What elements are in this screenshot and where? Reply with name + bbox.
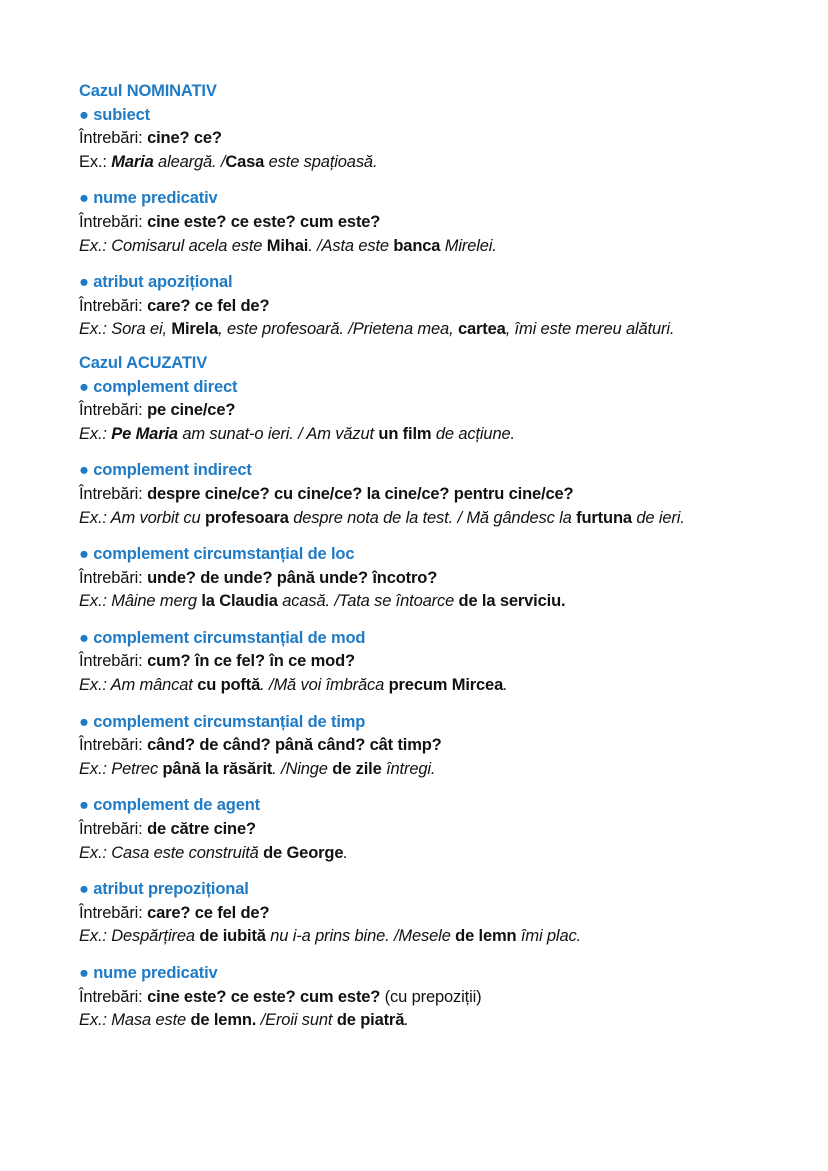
example-segment: am sunat-o ieri. / Am văzut (177, 424, 379, 443)
grammar-item (79, 459, 799, 530)
example-segment: cu poftă (197, 676, 261, 695)
example-segment: Ex.: (79, 424, 112, 443)
item-heading: ● complement circumstanțial de timp (79, 712, 366, 731)
questions-line (79, 211, 799, 235)
questions-value: unde? de unde? până unde? încotro? (147, 568, 438, 587)
item-heading: ● complement circumstanțial de mod (79, 628, 366, 647)
example-segment: de iubită (199, 927, 266, 946)
item-heading: ● complement circumstanțial de loc (79, 545, 355, 564)
questions-label: Întrebări: (79, 903, 143, 922)
questions-label: Întrebări: (79, 820, 143, 839)
case-title: Cazul ACUZATIV (79, 353, 208, 372)
grammar-item (79, 104, 799, 175)
item-heading: ● complement direct (79, 377, 238, 396)
item-heading: ● complement de agent (79, 796, 261, 815)
grammar-item (79, 376, 799, 447)
example-line (79, 590, 799, 614)
questions-value: când? de când? până când? cât timp? (147, 736, 442, 755)
example-segment: Mirelei. (440, 236, 497, 255)
example-segment: furtuna (576, 508, 632, 527)
item-heading: ● atribut apozițional (79, 273, 233, 292)
example-segment: precum Mircea (388, 676, 504, 695)
example-segment: profesoara (204, 508, 289, 527)
case-title: Cazul NOMINATIV (79, 82, 217, 100)
example-line (79, 423, 799, 447)
item-heading: ● nume predicativ (79, 189, 218, 208)
example-segment: de lemn (455, 927, 517, 946)
example-segment: de George (263, 843, 344, 862)
grammar-item (79, 187, 799, 258)
example-segment: cartea (457, 320, 506, 339)
example-segment: un film (378, 424, 432, 443)
questions-line (79, 399, 799, 423)
questions-label: Întrebări: (79, 484, 143, 503)
example-line (79, 507, 799, 531)
example-segment: de lemn. (190, 1011, 257, 1030)
questions-value: de către cine? (147, 820, 256, 839)
questions-label: Întrebări: (79, 401, 143, 420)
questions-label: Întrebări: (79, 987, 143, 1006)
grammar-item (79, 627, 799, 698)
example-line (79, 674, 799, 698)
example-segment: Mirela (171, 320, 219, 339)
questions-value: despre cine/ce? cu cine/ce? la cine/ce? pentru cine/ce? (147, 484, 574, 503)
questions-line (79, 127, 799, 151)
item-heading: ● subiect (79, 105, 150, 124)
example-segment: Ex.: Petrec (79, 759, 163, 778)
example-segment: Ex.: Mâine merg (79, 592, 202, 611)
example-segment: despre nota de la test. / Mă gândesc la (288, 508, 577, 527)
example-line (79, 758, 799, 782)
questions-line (79, 650, 799, 674)
example-segment: Ex.: Am vorbit cu (79, 508, 205, 527)
questions-value: care? ce fel de? (147, 903, 270, 922)
example-segment: acasă. /Tata se întoarce (277, 592, 459, 611)
example-line (79, 235, 799, 259)
example-line (79, 318, 799, 342)
questions-value: cine este? ce este? cum este? (147, 212, 381, 231)
example-segment: la Claudia (201, 592, 278, 611)
example-segment: Ex.: (79, 152, 112, 171)
questions-label: Întrebări: (79, 296, 143, 315)
example-line (79, 151, 799, 175)
example-segment: Ex.: Sora ei, (79, 320, 172, 339)
example-segment: . (404, 1011, 409, 1030)
example-line (79, 925, 799, 949)
example-segment: aleargă. / (153, 152, 226, 171)
example-line (79, 1009, 799, 1033)
item-heading: ● nume predicativ (79, 964, 218, 982)
grammar-item (79, 878, 799, 949)
questions-label: Întrebări: (79, 652, 143, 671)
questions-line (79, 483, 799, 507)
questions-value: cine? ce? (147, 129, 222, 148)
questions-line (79, 734, 799, 758)
questions-line (79, 295, 799, 319)
example-segment: /Eroii sunt (256, 1011, 337, 1030)
grammar-item (79, 962, 799, 1033)
item-heading: ● complement indirect (79, 461, 252, 480)
questions-value: cine este? ce este? cum este? (147, 987, 381, 1006)
example-segment: . (343, 843, 348, 862)
example-segment: Ex.: Casa este construită (79, 843, 264, 862)
questions-value: care? ce fel de? (147, 296, 270, 315)
example-segment: este spațioasă. (264, 152, 378, 171)
example-segment: Pe Maria (111, 424, 178, 443)
example-line (79, 842, 799, 866)
questions-label: Întrebări: (79, 736, 143, 755)
grammar-item (79, 794, 799, 865)
questions-line (79, 567, 799, 591)
example-segment: , este profesoară. /Prietena mea, (218, 320, 458, 339)
example-segment: . /Ninge (272, 759, 333, 778)
example-segment: Mihai (266, 236, 309, 255)
questions-label: Întrebări: (79, 212, 143, 231)
questions-line (79, 902, 799, 926)
example-segment: Ex.: Am mâncat (79, 676, 198, 695)
example-segment: de la serviciu. (458, 592, 566, 611)
example-segment: până la răsărit (162, 759, 273, 778)
example-segment: . /Mă voi îmbrăca (260, 676, 389, 695)
questions-suffix: (cu prepoziții) (380, 987, 482, 1006)
example-segment: îmi plac. (516, 927, 582, 946)
questions-line (79, 986, 799, 1010)
example-segment: Ex.: Comisarul acela este (79, 236, 267, 255)
case-section-acuzativ (79, 352, 799, 1033)
case-section-nominativ (79, 80, 799, 342)
example-segment: . /Asta este (308, 236, 394, 255)
example-segment: de piatră (336, 1011, 405, 1030)
questions-label: Întrebări: (79, 129, 143, 148)
example-segment: întregi. (381, 759, 436, 778)
example-segment: Ex.: Masa este (79, 1011, 191, 1030)
example-segment: banca (393, 236, 441, 255)
grammar-item (79, 711, 799, 782)
item-heading: ● atribut prepozițional (79, 880, 249, 899)
grammar-item (79, 543, 799, 614)
example-segment: , îmi este mereu alături. (505, 320, 675, 339)
questions-value: pe cine/ce? (147, 401, 236, 420)
example-segment: Maria (111, 152, 154, 171)
example-segment: de acțiune. (431, 424, 515, 443)
questions-label: Întrebări: (79, 568, 143, 587)
grammar-item (79, 271, 799, 342)
example-segment: Ex.: Despărțirea (79, 927, 200, 946)
example-segment: de zile (332, 759, 382, 778)
example-segment: nu i-a prins bine. /Mesele (265, 927, 456, 946)
document-page (79, 80, 799, 1046)
questions-value: cum? în ce fel? în ce mod? (147, 652, 355, 671)
questions-line (79, 818, 799, 842)
example-segment: Casa (225, 152, 265, 171)
example-segment: . (503, 676, 508, 695)
example-segment: de ieri. (631, 508, 685, 527)
